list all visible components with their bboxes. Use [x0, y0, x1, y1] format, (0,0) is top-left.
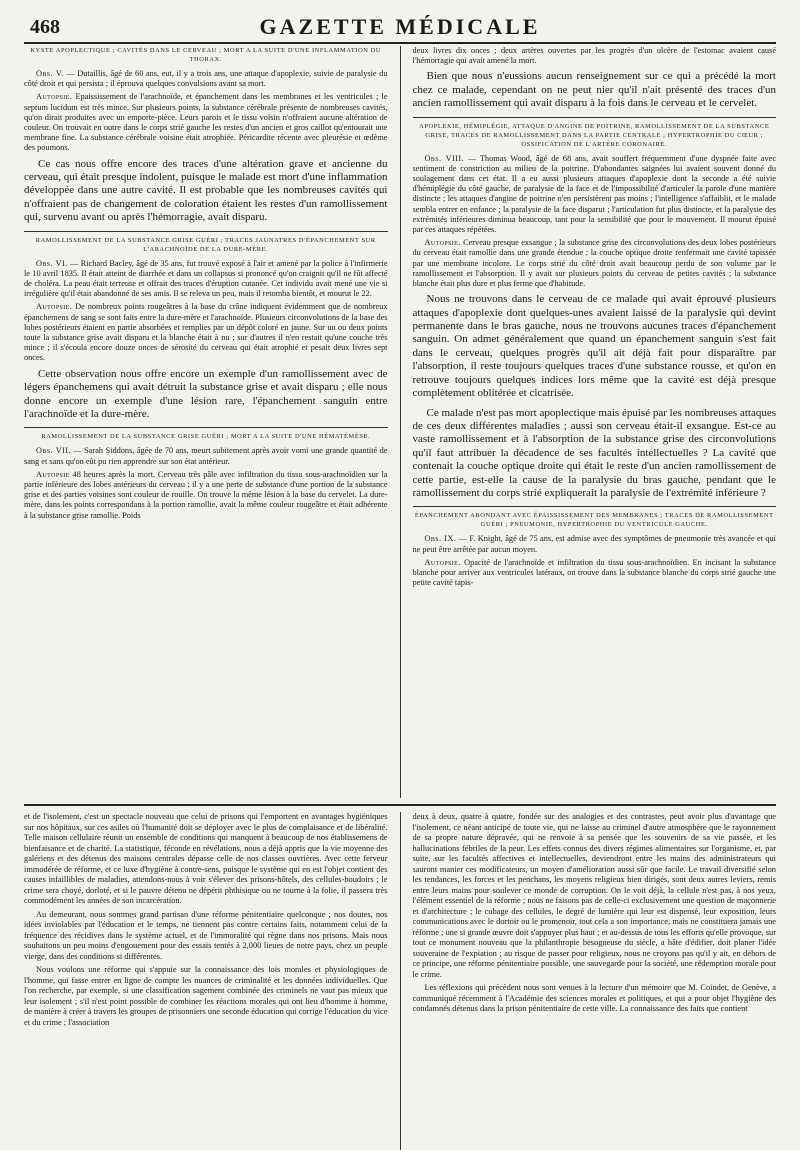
left-column: [24, 46, 388, 798]
column-divider: [400, 46, 401, 798]
observation-paragraph: Obs. V. — Dutaillis, âgé de 60 ans, eut, il y a trois ans, une attaque d'apoplexie, suivie de paralysie du côté droit et qui persista ; il éprouva quelques convulsions avant sa mort.: [24, 69, 388, 89]
autopsy-lead: Autopsie.: [36, 302, 73, 312]
autopsy-lead: Autopsie.: [36, 92, 73, 102]
section-heading: KYSTE APOPLECTIQUE ; CAVITÉS DANS LE CERVEAU ; MORT A LA SUITE D'UNE INFLAMMATION DU THORAX.: [30, 47, 382, 63]
feuilleton-section: [24, 804, 776, 1150]
page-number: 468: [30, 16, 60, 38]
autopsy-paragraph: Autopsie. De nombreux points rougeâtres à la base du crâne indiquent évidemment que de nombreux épanchemens de sang se sont faits entre la dure-mère et l'arachnoïde. Plusieurs circonvolutions de la base des lobes postérieurs étaient en partie absorbées et remplies par un dépôt coloré en jaune. Sur un ou deux points toute la substance grise avait disparu et la blanche était à nu ; sur d'autres il n'en restait qu'une couche très mince ; il s'écoula encore douze onces de sérosité du cerveau qui était atrophié et pesait deux livres sept onces.: [24, 302, 388, 363]
journal-title: GAZETTE MÉDICALE: [259, 14, 541, 39]
commentary-paragraph: Ce malade n'est pas mort apoplectique mais épuisé par les nombreuses attaques de ces deux différentes maladies ; aussi son cerveau était-il exsangue. Est-ce au vaste ramollissement et à l'absorption de la substance grise des circonvolutions qu'il faut attribuer la décadence de ses facultés intellectuelles ? La cavité que contenait la couche optique droite qui était le reste d'un ancien ramollissement de cette partie, est-elle la cause de la paralysie du bras gauche, pendant que le ramollissement du corps strié expliquerait la paralysie de l'extrémité inférieure ?: [412, 406, 776, 499]
observation-lead: Obs. VIII.: [424, 153, 464, 163]
observation-paragraph: Obs. VIII. — Thomas Wood, âgé de 68 ans, avait souffert fréquemment d'une dyspnée faite avec sentiment de constriction au milieu de la poitrine. D'abondantes saignées lui avaient souvent donné du soulagement dans cet état. Il a eu aussi plusieurs attaques d'apoplexie dont la seconde a été suivie d'hémiplégie du côté gauche, de paralysie de la face et de l'impossibilité d'articuler la parole d'une manière distincte ; les attaques d'angine de poitrine n'en persistèrent pas moins ; l'intelligence s'affaiblit, et le malade sembla entrer en enfance ; la paralysie de la face disparut ; l'articulation fut plus distincte, et la paralysie des extrémités inférieures diminua beaucoup, tant pour la sensibilité que pour le mouvement. Il mourut épuisé par ces attaques répétées.: [412, 153, 776, 235]
autopsy-lead: Autopsie: [36, 469, 70, 479]
observation-lead: Obs. IX.: [424, 534, 457, 544]
observation-paragraph: Obs. IX. — F. Knight, âgé de 75 ans, est admise avec des symptômes de pneumonie très avancée et qui ne peut être arrêtée par aucun moyen.: [412, 534, 776, 554]
section-heading: ÉPANCHEMENT ABONDANT AVEC ÉPAISSISSEMENT DES MEMBRANES ; TRACES DE RAMOLLISSEMENT GUÉRI ; PNEUMONIE, HYPERTROPHIE DU VENTRICULE GAUCHE.: [413, 506, 777, 529]
autopsy-paragraph: Autopsie. Epaississement de l'arachnoïde, et épanchement dans les membranes et les ventricules ; le septum lucidum est très mince. Sur plusieurs points, la substance cérébrale présente de nombreuses cavités, qu'on dirait produites avec un emporte-pièce. Leurs parois et le tissu voisin n'offraient aucune altération de couleur. On trouvait en outre dans le corps strié gauche les restes d'un ancien et gros caillot qu'entourait une membrane fine. La substance cérébrale voisine était atrophiée. Péricardite récente avec pleurésie et œdème des poumons.: [24, 92, 388, 153]
continuation-paragraph: deux livres dix onces ; deux artères ouvertes par les progrès d'un ulcère de l'estomac avaient causé l'hémorragie qui avait amené la mort.: [412, 46, 776, 66]
observation-lead: Obs. V.: [36, 69, 64, 78]
commentary-paragraph: Nous ne trouvons dans le cerveau de ce malade qui avait éprouvé plusieurs attaques d'apoplexie dont quelques-unes avaient laissé de la paralysie qui devint permanente dans le bras gauche, nous ne trouvons aucunes traces d'épanchement sanguin. On admet généralement que quand un épanchement sanguin s'est fait dans le cerveau, quelques progrès qu'il ait déjà fait pour disparaître par l'absorption, il reste toujours quelques traces d'une substance rousse, et qu'on en retrouve toujours quelques indices lors même que la cavité est déjà presque complètement oblitérée et cicatrisée.: [412, 293, 776, 400]
autopsy-paragraph: Autopsie. Opacité de l'arachnoïde et infiltration du tissu sous-arachnoïdien. En incisant la substance blanche pour arriver aux ventricules latéraux, on trouve dans la substance blanche du corps strié gauche une petite cavité tapis-: [412, 557, 776, 588]
article-columns: [24, 46, 776, 798]
commentary-paragraph: Cette observation nous offre encore un exemple d'un ramollissement avec de légers épanchemens qui avait détruit la substance grise et avait disparu ; elle nous donne encore un exemple d'une lésion rare, l'épanchement sanguin entre l'arachnoïde et la dure-mère.: [24, 367, 388, 420]
commentary-paragraph: Bien que nous n'eussions aucun renseignement sur ce qui a précédé la mort chez ce malade, cependant on ne peut nier qu'il n'ait présenté des traces d'un ancien ramollissement qui avait disparu à la fois dans le cerveau et le cervelet.: [412, 70, 776, 110]
feuilleton-paragraph: Nous voulons une réforme qui s'appuie sur la connaissance des lois morales et physiologiques de l'homme, qui fasse entrer en ligne de compte les nuances de criminalité et les données individuelles. Que l'on recherche, par exemple, si une classification sagement combinée des criminels ne vaut pas mieux que leur isolement ; s'il n'est point possible de combiner les réactions morales qui ont lieu d'homme à homme, de manière à créer à travers les groupes de prisonniers une seconde éducation qui corrige l'éducation du vice et du crime ; l'association: [24, 965, 388, 1027]
bottom-right-column: [413, 812, 777, 1150]
feuilleton-paragraph: deux à deux, quatre à quatre, fondée sur des analogies et des contrastes, peut avoir plus d'avantage que l'isolement, ce néant anticipé de toute vie, qui ne laisse au criminel d'autre atmosphère que le rayonnement de sa propre nature dépravée, qui ne renvoie à sa pensée que les souvenirs de sa vie passée, et les hallucinations fébriles de la peur. Les effets connus des divers régimes alimentaires sur l'organisme, et, par suite, sur les facultés affectives et intellectuelles, deviendront entre les mains des administrateurs qui sauront manier ces modificateurs, un moyen d'amélioration aussi sûr que facile. Le travail diversifié selon les tendances, les forces et les penchans, les moyens religieux bien dirigés, sont deux autres leviers, remis entre leurs mains pour soulever ce monde de corruption. On le voit déjà, la cellule n'est pas, à nos yeux, l'élément essentiel de la réforme ; nous ne faisons pas de celle-ci exclusivement une question de maçonnerie et d'architecture ; le cubage des cellules, le degré de lumière qui leur est dispensé, leur exposition, leurs communications avec le dortoir ou le promenoir, tout cela a son importance, mais ne constituera jamais une réforme ; une si grande œuvre doit s'appuyer plus haut ; et au-dessus de tous les efforts qu'elle provoque, sur tout ce monument nouveau que la philanthropie besogneuse du siècle, a hâte d'édifier, doit planer l'idée souveraine de l'expiation ; au risque de passer pour religieux, nous ne croyons pas qu'il y ait, en dehors de ce principe, une réforme pénitentiaire possible, une sauvegarde pour la société, une rédemption morale pour le crime.: [412, 812, 776, 979]
page-header: [24, 14, 776, 44]
section-heading: RAMOLLISSEMENT DE LA SUBSTANCE GRISE GUÉRI ; MORT A LA SUITE D'UNE HÉMATÉMÈSE.: [24, 427, 388, 441]
right-column: [413, 46, 777, 798]
autopsy-lead: Autopsie.: [424, 557, 461, 567]
commentary-paragraph: Ce cas nous offre encore des traces d'une altération grave et ancienne du cerveau, qui était presque indolent, puisque le malade est mort d'une inflammation développée dans une autre cavité. Il est probable que les nombreuses cavités qui n'offraient pas de changement de coloration étaient les restes d'un ramollissement qui, survenu avant ou après l'hémorragie, avait disparu.: [24, 157, 388, 224]
feuilleton-paragraph: Les réflexions qui précèdent nous sont venues à la lecture d'un mémoire que M. Coindet, de Genève, a communiqué récemment à l'Académie des sciences morales et politiques, et qui a pour objet l'hygiène des condamnés détenus dans la prison pénitentiaire de cette ville. La connaissance des faits que contient: [412, 983, 776, 1013]
autopsy-paragraph: Autopsie 48 heures après la mort. Cerveau très pâle avec infiltration du tissu sous-arachnoïdien sur la partie inférieure des lobes antérieurs du cerveau ; il y a une perte de substance d'une portion de la substance grise et des parties voisines sont couleur de rouille. On trouve la même lésion à la base du cervelet. La dure-mère, dans les points correspondans à la portion ramollie, avait la même couleur rougeâtre et était adhérente à la substance grise ramollie. Poids: [24, 469, 388, 520]
section-heading: RAMOLLISSEMENT DE LA SUBSTANCE GRISE GUÉRI ; TRACES JAUNATRES D'ÉPANCHEMENT SUR L'ARACHNOÏDE DE LA DURE-MÈRE.: [24, 231, 388, 254]
observation-lead: Obs. VII.: [36, 446, 71, 456]
observation-paragraph: Obs. VII. — Sarah Siddons, âgée de 70 ans, meurt subitement après avoir vomi une grande quantité de sang et sans qu'on eût pu rien apprendre sur son état antérieur.: [24, 446, 388, 466]
autopsy-paragraph: Autopsie. Cerveau presque exsangue ; la substance grise des circonvolutions des deux lobes postérieurs du cerveau était ramollie dans une grande étendue ; la couche optique droite renfermait une cavité tapissée par une membrane incolore. Le corps strié du côté droit avait beaucoup perdu de son volume par le ramollissement et l'absorption. Il y avait sur plusieurs points du cerveau de petites cavités ; la substance blanche était plus dure et plus ferme que d'habitude.: [412, 238, 776, 289]
autopsy-lead: Autopsie.: [424, 238, 461, 248]
section-heading: APOPLEXIE, HÉMIPLÉGIE, ATTAQUE D'ANGINE DE POITRINE, RAMOLLISSEMENT DE LA SUBSTANCE GRISE, TRACES DE RAMOLLISSEMENT DANS LA PARTIE CENTRALE ; HYPERTROPHIE DU CŒUR ; OSSIFICATION DE L'ARTÈRE CORONAIRE.: [413, 117, 777, 149]
bottom-left-column: [24, 812, 388, 1150]
observation-lead: Obs. VI.: [36, 258, 68, 268]
feuilleton-paragraph: et de l'isolement, c'est un spectacle nouveau que celui de prisons qui l'emportent en avantages hygiéniques sur nos hôpitaux, sur ces asiles où l'humanité doit se déployer avec le plus de complaisance et de libéralité. Telle maison cellulaire réunit un ensemble de conditions qui manquent à beaucoup de nos établissemens de bienfaisance et de charité. La statistique, féconde en révélations, nous a déjà appris que la vie moyenne des galériens et des détenus des maisons centrales dépasse celle de nos classes ouvrières. Avec cette ferveur immodérée de réforme, et ce luxe d'hygiène à contre-sens, puisque le système qui en est l'objet contient des causes infaillibles de maladies, attendons-nous à voir s'élever des prisons-hôtels, des cellules-boudoirs ; le crime sera choyé, dorloté, et si le pauvre détenu ne dépérit phthisique ou ne tourne à la folie, il passera très commodément les années de son incarcération.: [24, 812, 388, 905]
column-divider: [400, 812, 401, 1150]
feuilleton-paragraph: Au demeurant, nous sommes grand partisan d'une réforme pénitentiaire quelconque ; nos doutes, nos idées inviolables par l'éducation et le temps, ne tiennent pas contre certains faits, notamment celui de la fréquence des récidives dans le système actuel, et de l'immoralité qui règne dans nos prisons. Mais nous souhaitons un peu moins d'engouement pour des essais tentés à 2,000 lieues de notre pays, chez un peuple vierge, dans des conditions si différentes.: [24, 909, 388, 961]
observation-paragraph: Obs. VI. — Richard Bacley, âgé de 35 ans, fut trouvé exposé à l'air et amené par la police à l'infirmerie le 10 avril 1835. Il était atteint de diarrhée et dans un collapsus si prononcé qu'on craignit qu'il ne fût affecté de choléra. La peau était terreuse et offrait des traces d'éruption cutanée. Cet individu avait mené une vie si irrégulière qu'il était abandonné de ses amis. Il se releva un peu, mais il retomba bientôt, et mourut le 22.: [24, 258, 388, 299]
